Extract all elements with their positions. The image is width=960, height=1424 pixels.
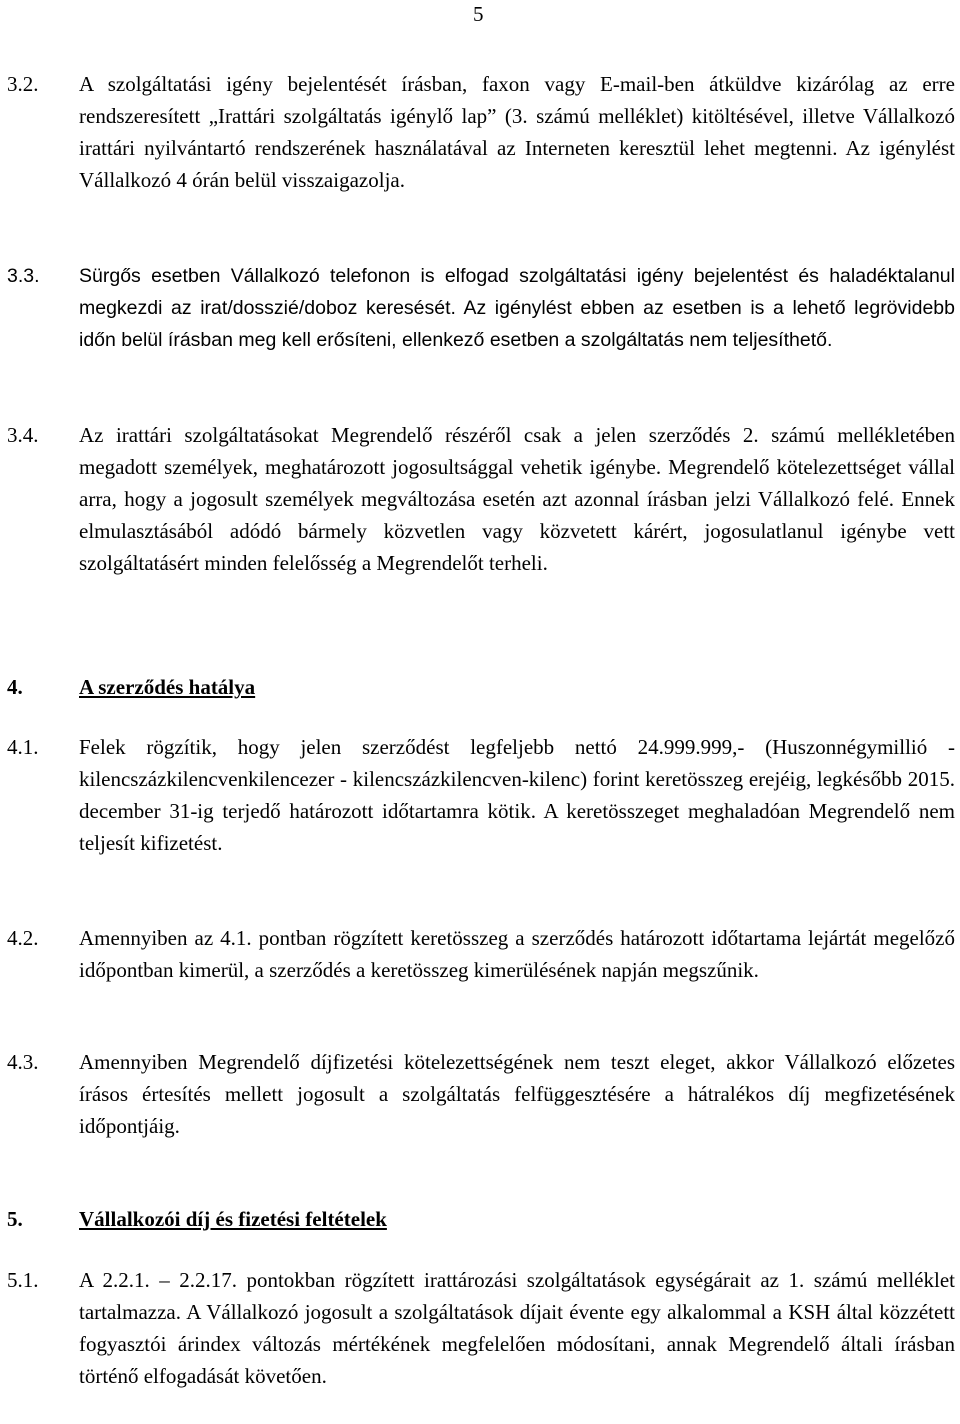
section-text: A 2.2.1. – 2.2.17. pontokban rögzített irattározási szolgáltatások egységárait az 1. számú melléklet tartalmazza. A Vállalkozó jogosult a szolgáltatások díjait évente egy alkalommal a KSH által közzétett fogyasztói árindex változás mértékének megfelelően módosítani, annak Megrendelő általi írásban történő elfogadását követően. — [79, 1268, 955, 1388]
section-number: 3.4. — [7, 423, 39, 447]
heading-number: 5. — [7, 1207, 23, 1231]
page-number: 5 — [473, 2, 484, 26]
heading-number: 4. — [7, 675, 23, 699]
section-number: 4.1. — [7, 735, 39, 759]
section-number: 3.3. — [7, 265, 40, 287]
section-text: Amennyiben Megrendelő díjfizetési kötelezettségének nem teszt eleget, akkor Vállalkozó előzetes írásos értesítés mellett jogosult a szolgáltatás felfüggesztésére a hátralékos díj megfizetésének időpontjáig. — [79, 1050, 955, 1138]
section-number: 3.2. — [7, 72, 39, 96]
section-text: Sürgős esetben Vállalkozó telefonon is elfogad szolgáltatási igény bejelentést és haladéktalanul megkezdi az irat/dosszié/doboz keresését. Az igénylést ebben az esetben is a lehető legrövidebb időn belül írásban meg kell erősíteni, ellenkező esetben a szolgáltatás nem teljesíthető. — [79, 265, 955, 351]
section-number: 4.2. — [7, 926, 39, 950]
heading-text: Vállalkozói díj és fizetési feltételek — [79, 1207, 387, 1231]
section-number: 4.3. — [7, 1050, 39, 1074]
section-text: A szolgáltatási igény bejelentését írásban, faxon vagy E-mail-ben átküldve kizárólag az erre rendszeresített „Irattári szolgáltatás igénylő lap” (3. számú melléklet) kitöltésével, illetve Vállalkozó irattári nyilvántartó rendszerének használatával az Interneten keresztül lehet megtenni. Az igénylést Vállalkozó 4 órán belül visszaigazolja. — [79, 72, 955, 192]
section-text: Felek rögzítik, hogy jelen szerződést legfeljebb nettó 24.999.999,- (Huszonnégymillió - kilencszázkilencvenkilencezer - kilencszázkilencven-kilenc) forint keretösszeg erejéig, legkésőbb 2015. december 31-ig terjedő határozott időtartamra kötik. A keretösszeget meghaladóan Megrendelő nem teljesít kifizetést. — [79, 735, 955, 855]
section-number: 5.1. — [7, 1268, 39, 1292]
heading-text: A szerződés hatálya — [79, 675, 256, 699]
section-text: Amennyiben az 4.1. pontban rögzített keretösszeg a szerződés határozott időtartama lejártát megelőző időpontban kimerül, a szerződés a keretösszeg kimerülésének napján megszűnik. — [79, 926, 955, 982]
section-text: Az irattári szolgáltatásokat Megrendelő részéről csak a jelen szerződés 2. számú mellékletében megadott személyek, meghatározott jogosultsággal vehetik igénybe. Megrendelő kötelezettséget vállal arra, hogy a jogosult személyek megváltozása esetén azt azonnal írásban jelzi Vállalkozó felé. Ennek elmulasztásából adódó bármely közvetlen vagy közvetett kárért, jogosulatlanul igénybe vett szolgáltatásért minden felelősség a Megrendelőt terheli. — [79, 423, 955, 575]
